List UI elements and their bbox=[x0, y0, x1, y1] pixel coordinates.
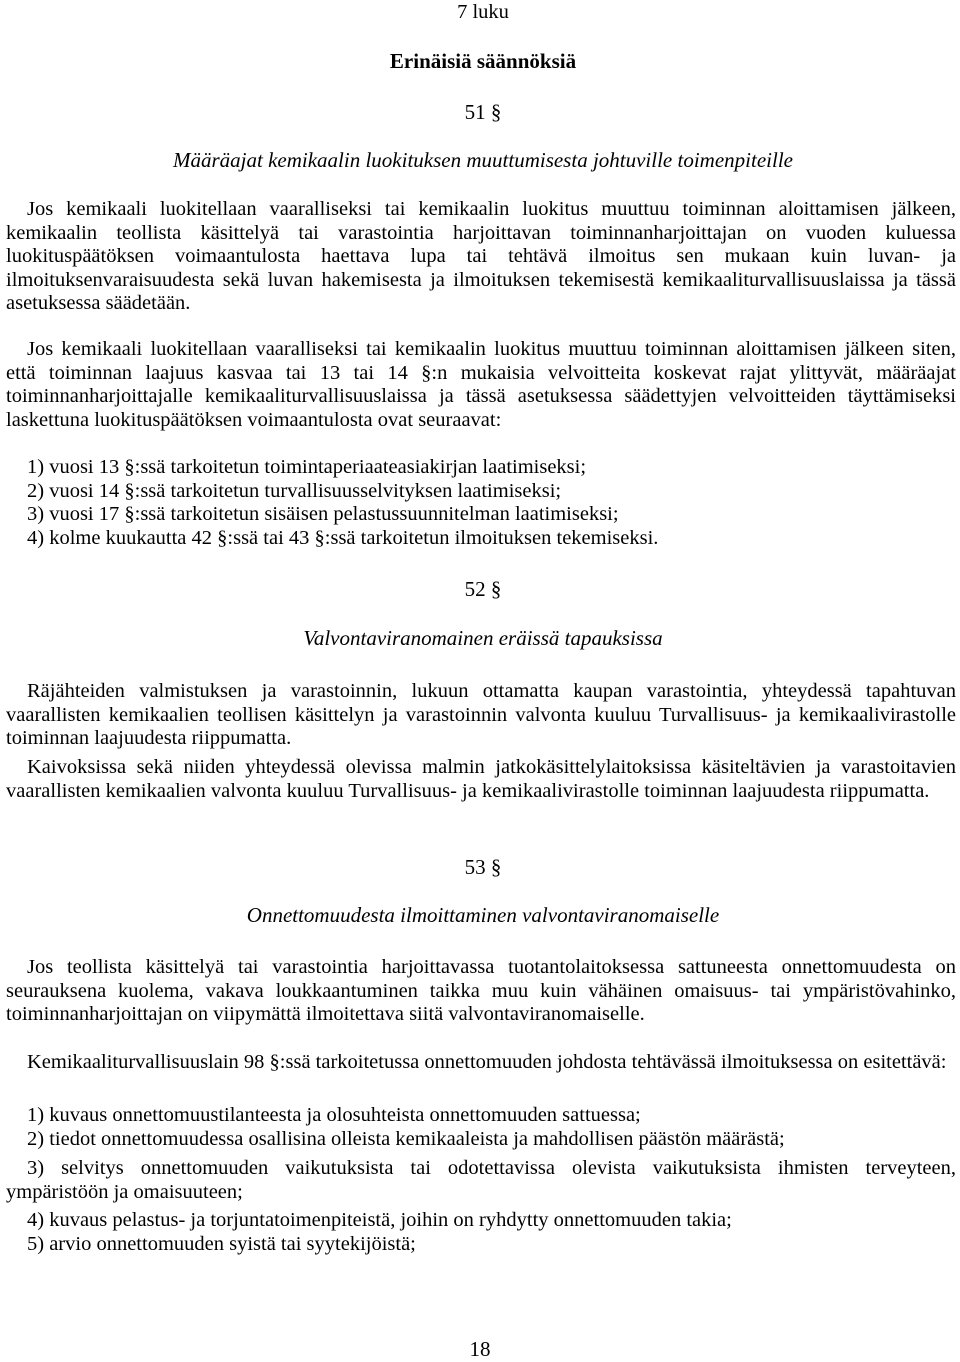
section-52-number: 52 § bbox=[464, 577, 502, 601]
section-52-paragraph-1: Räjähteiden valmistuksen ja varastoinnin, lukuun ottamatta kaupan varastointia, yhteydessä tapahtuvan vaarallisten kemikaalien teollisen käsittelyn ja varastoinnin valvonta kuuluu Turvallisuus- ja kemikaalivirastolle toiminnan laajuudesta riippumatta. bbox=[6, 680, 956, 750]
list-item: 4) kolme kuukautta 42 §:ssä tai 43 §:ssä tarkoitetun ilmoituksen tekemiseksi. bbox=[27, 526, 659, 549]
section-52-title: Valvontaviranomainen eräissä tapauksissa bbox=[303, 626, 663, 650]
section-53-number: 53 § bbox=[464, 855, 502, 879]
section-52-paragraph-2: Kaivoksissa sekä niiden yhteydessä olevissa malmin jatkokäsittelylaitoksissa käsiteltävien ja varastoitavien vaarallisten kemikaalien valvonta kuuluu Turvallisuus- ja kemikaalivirastolle toiminnan laajuudesta riippumatta. bbox=[6, 756, 956, 802]
section-53-list bbox=[27, 1104, 956, 1151]
list-item: 4) kuvaus pelastus- ja torjuntatoimenpiteistä, joihin on ryhdytty onnettomuuden takia; bbox=[27, 1209, 732, 1231]
section-53-title: Onnettomuudesta ilmoittaminen valvontaviranomaiselle bbox=[246, 903, 720, 927]
page-number: 18 bbox=[469, 1337, 491, 1361]
section-51-number: 51 § bbox=[464, 100, 502, 124]
section-51-title: Määräajat kemikaalin luokituksen muuttumisesta johtuville toimenpiteille bbox=[173, 148, 793, 172]
list-item: 1) kuvaus onnettomuustilanteesta ja olosuhteista onnettomuuden sattuessa; bbox=[27, 1104, 641, 1126]
section-51-paragraph-2: Jos kemikaali luokitellaan vaaralliseksi tai kemikaalin luokitus muuttuu toiminnan aloittamisen jälkeen siten, että toiminnan laajuus kasvaa tai 13 tai 14 §:n mukaisia velvoitteita koskevat rajat ylittyvät, määräajat toiminnanharjoittajalle kemikaaliturvallisuuslaissa ja tässä asetuksessa säädettyjen velvoitteiden täyttämiseksi laskettuna luokituspäätöksen voimaantulosta ovat seuraavat: bbox=[6, 338, 956, 431]
list-item: 5) arvio onnettomuuden syistä tai syytekijöistä; bbox=[27, 1232, 416, 1255]
section-51-paragraph-1: Jos kemikaali luokitellaan vaaralliseksi tai kemikaalin luokitus muuttuu toiminnan aloittamisen jälkeen, kemikaalin teollista käsittelyä tai varastointia harjoittavan toiminnanharjoittajan on vuoden kuluessa luokituspäätöksen voimaantulosta haettava lupa tai tehtävä ilmoitus sen mukaan kuin luvan- ja ilmoituksenvaraisuudesta sekä luvan hakemisesta ja ilmoituksen tekemisestä kemikaaliturvallisuuslaissa ja tässä asetuksessa säädetään. bbox=[6, 198, 956, 315]
chapter-title: 7 luku bbox=[457, 1, 509, 23]
list-item: 3) vuosi 17 §:ssä tarkoitetun sisäisen pelastussuunnitelman laatimiseksi; bbox=[27, 503, 619, 526]
section-51-list bbox=[27, 456, 956, 550]
list-item: 2) vuosi 14 §:ssä tarkoitetun turvallisuusselvityksen laatimiseksi; bbox=[27, 479, 562, 502]
list-item: 2) tiedot onnettomuudessa osallisina olleista kemikaaleista ja mahdollisen päästön määrästä; bbox=[27, 1127, 785, 1150]
section-53-paragraph-2: Kemikaaliturvallisuuslain 98 §:ssä tarkoitetussa onnettomuuden johdosta tehtävässä ilmoituksessa on esitettävä: bbox=[27, 1051, 947, 1073]
list-item: 3) selvitys onnettomuuden vaikutuksista tai odotettavissa olevista vaikutuksista ihmisten terveyteen, ympäristöön ja omaisuuteen; bbox=[6, 1157, 956, 1203]
section-53-paragraph-1: Jos teollista käsittelyä tai varastointia harjoittavassa tuotantolaitoksessa sattuneesta onnettomuudesta on seurauksena kuolema, vakava loukkaantuminen taikka muu kuin vähäinen omaisuus- tai ympäristövahinko, toiminnanharjoittajan on viipymättä ilmoitettava siitä valvontaviranomaiselle. bbox=[6, 956, 956, 1026]
section-53-list-continued bbox=[27, 1209, 956, 1256]
list-item: 1) vuosi 13 §:ssä tarkoitetun toimintaperiaateasiakirjan laatimiseksi; bbox=[27, 456, 587, 478]
chapter-subtitle: Erinäisiä säännöksiä bbox=[389, 49, 577, 73]
